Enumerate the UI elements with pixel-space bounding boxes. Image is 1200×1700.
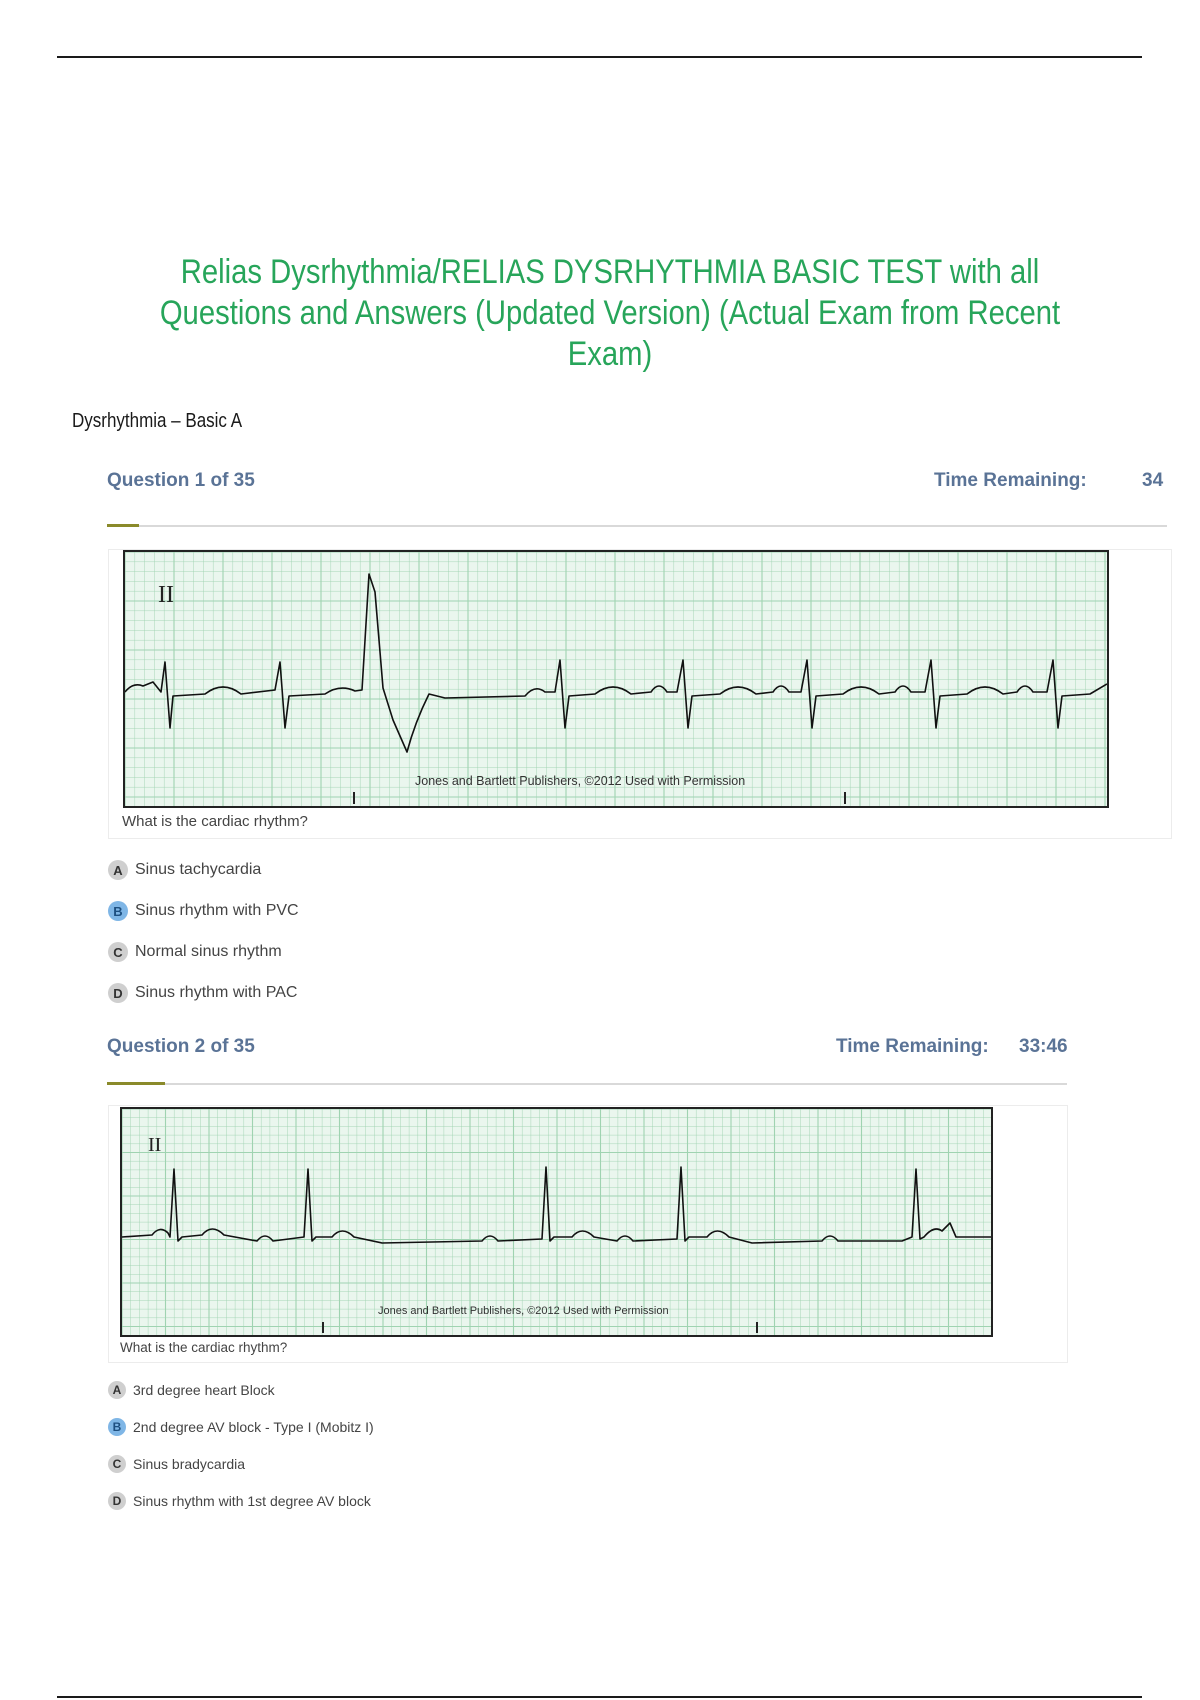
progress-fill bbox=[107, 524, 139, 527]
strip-tick bbox=[353, 792, 355, 804]
option-a[interactable] bbox=[108, 1381, 275, 1399]
option-c[interactable] bbox=[108, 1455, 245, 1473]
option-b[interactable] bbox=[108, 901, 299, 921]
ecg-strip bbox=[123, 550, 1109, 808]
option-label: Sinus rhythm with 1st degree AV block bbox=[133, 1493, 371, 1509]
timer-label: Time Remaining: bbox=[836, 1036, 989, 1057]
option-b[interactable] bbox=[108, 1418, 374, 1436]
option-letter: A bbox=[108, 1381, 126, 1399]
document-title: Relias Dysrhythmia/RELIAS DYSRHYTHMIA BASIC TEST with all Questions and Answers (Updated Version) (Actual Exam from Recent Exam) bbox=[159, 253, 1061, 373]
image-credit: Jones and Bartlett Publishers, ©2012 Used with Permission bbox=[378, 1305, 669, 1317]
question-header: Question 2 of 35 bbox=[107, 1036, 255, 1057]
image-credit: Jones and Bartlett Publishers, ©2012 Used with Permission bbox=[415, 774, 746, 788]
progress-fill bbox=[107, 1082, 165, 1085]
strip-tick bbox=[756, 1322, 758, 1333]
option-letter: D bbox=[108, 983, 128, 1003]
lead-label: II bbox=[148, 1134, 162, 1156]
timer-value: 33:46 bbox=[1019, 1036, 1068, 1057]
question-header: Question 1 of 35 bbox=[107, 470, 255, 491]
option-label: 3rd degree heart Block bbox=[133, 1382, 275, 1398]
document-subtitle: Dysrhythmia – Basic A bbox=[72, 410, 243, 432]
option-a[interactable] bbox=[108, 860, 261, 880]
option-letter: C bbox=[108, 942, 128, 962]
option-label: Normal sinus rhythm bbox=[135, 943, 282, 960]
option-label: Sinus rhythm with PVC bbox=[135, 902, 299, 919]
option-letter: D bbox=[108, 1492, 126, 1510]
option-letter: B bbox=[108, 1418, 126, 1436]
lead-label: II bbox=[158, 582, 174, 608]
option-c[interactable] bbox=[108, 942, 282, 962]
option-label: Sinus rhythm with PAC bbox=[135, 984, 298, 1001]
question-prompt: What is the cardiac rhythm? bbox=[120, 1340, 288, 1355]
progress-bar bbox=[107, 1083, 1067, 1085]
ecg-tracing bbox=[122, 1109, 991, 1335]
option-label: Sinus tachycardia bbox=[135, 861, 262, 878]
progress-bar bbox=[107, 525, 1167, 527]
option-d[interactable] bbox=[108, 1492, 371, 1510]
ecg-tracing bbox=[125, 552, 1107, 806]
timer-label: Time Remaining: bbox=[934, 470, 1087, 491]
ecg-strip bbox=[120, 1107, 993, 1337]
option-label: 2nd degree AV block - Type I (Mobitz I) bbox=[133, 1419, 374, 1435]
strip-tick bbox=[844, 792, 846, 804]
option-letter: B bbox=[108, 901, 128, 921]
timer-value: 34 bbox=[1142, 470, 1164, 491]
option-letter: C bbox=[108, 1455, 126, 1473]
question-prompt: What is the cardiac rhythm? bbox=[122, 813, 308, 830]
option-label: Sinus bradycardia bbox=[133, 1456, 246, 1472]
bottom-rule bbox=[57, 1696, 1142, 1698]
top-rule bbox=[57, 56, 1142, 58]
strip-tick bbox=[322, 1322, 324, 1333]
option-d[interactable] bbox=[108, 983, 297, 1003]
option-letter: A bbox=[108, 860, 128, 880]
